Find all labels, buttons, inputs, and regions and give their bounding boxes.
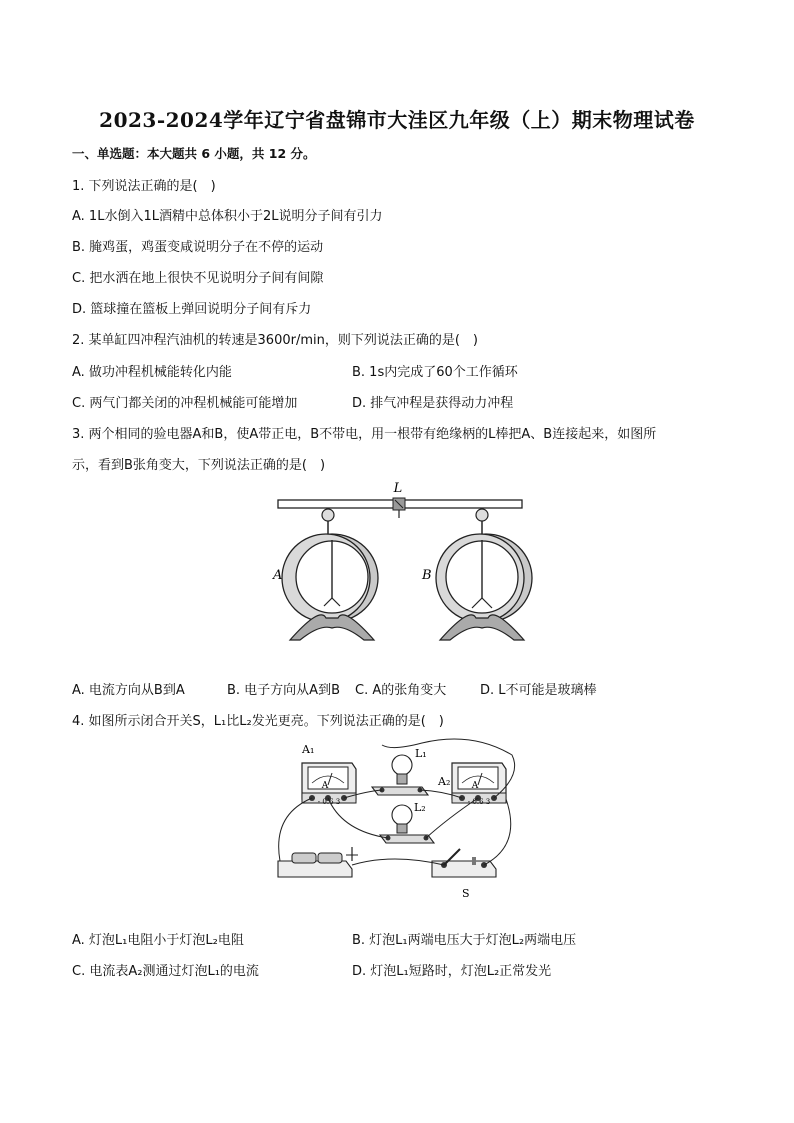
q1-option-a: A. 1L水倒入1L酒精中总体积小于2L说明分子间有引力 xyxy=(72,209,383,224)
label-a1: A₁ xyxy=(302,743,315,756)
label-b: B xyxy=(422,568,432,583)
q1-option-c: C. 把水洒在地上很快不见说明分子间有间隙 xyxy=(72,271,324,286)
q4-option-b: B. 灯泡L₁两端电压大于灯泡L₂两端电压 xyxy=(352,933,577,948)
q2-option-b: B. 1s内完成了60个工作循环 xyxy=(352,365,518,380)
q3-option-b: B. 电子方向从A到B xyxy=(227,683,340,698)
q2-option-c: C. 两气门都关闭的冲程机械能可能增加 xyxy=(72,396,298,411)
label-a2: A₂ xyxy=(438,775,451,788)
q1-option-b: B. 腌鸡蛋，鸡蛋变咸说明分子在不停的运动 xyxy=(72,240,324,255)
exam-title: 2023-2024学年辽宁省盘锦市大洼区九年级（上）期末物理试卷 xyxy=(99,108,695,132)
a2-meter-symbol: A xyxy=(471,781,479,791)
battery-box xyxy=(278,847,358,877)
q4-option-c: C. 电流表A₂测通过灯泡L₁的电流 xyxy=(72,964,259,979)
label-s: S xyxy=(462,887,470,900)
a1-terminals: - 0.6 3 xyxy=(317,798,341,806)
section-heading: 一、单选题：本大题共 6 小题，共 12 分。 xyxy=(72,146,316,161)
circuit-figure xyxy=(272,735,528,905)
q3-option-a: A. 电流方向从B到A xyxy=(72,683,185,698)
electroscope-figure xyxy=(260,478,540,653)
q1-stem: 1. 下列说法正确的是( ) xyxy=(72,179,216,194)
label-a: A xyxy=(273,568,283,583)
q2-option-a: A. 做功冲程机械能转化内能 xyxy=(72,365,232,380)
a2-terminals: - 0.6 3 xyxy=(467,798,491,806)
electroscope-a xyxy=(282,509,378,640)
q4-option-d: D. 灯泡L₁短路时，灯泡L₂正常发光 xyxy=(352,964,552,979)
bulb-l2 xyxy=(380,805,434,843)
q4-stem: 4. 如图所示闭合开关S，L₁比L₂发光更亮。下列说法正确的是( ) xyxy=(72,714,444,729)
electroscope-b xyxy=(436,509,532,640)
q3-option-d: D. L不可能是玻璃棒 xyxy=(480,683,597,698)
q1-option-d: D. 篮球撞在篮板上弹回说明分子间有斥力 xyxy=(72,302,312,317)
q3-option-c: C. A的张角变大 xyxy=(355,683,447,698)
switch-s xyxy=(432,849,496,877)
q2-stem: 2. 某单缸四冲程汽油机的转速是3600r/min，则下列说法正确的是( ) xyxy=(72,333,479,348)
a1-meter-symbol: A xyxy=(321,781,329,791)
label-l1: L₁ xyxy=(415,747,427,760)
bulb-l1 xyxy=(372,755,428,795)
label-l2: L₂ xyxy=(414,801,426,814)
q3-stem-line2: 示，看到B张角变大，下列说法正确的是( ) xyxy=(72,458,326,473)
rod-label: L xyxy=(393,481,403,496)
q2-option-d: D. 排气冲程是获得动力冲程 xyxy=(352,396,514,411)
q3-stem-line1: 3. 两个相同的验电器A和B，使A带正电，B不带电，用一根带有绝缘柄的L棒把A、B连接起来，如图所 xyxy=(72,427,657,442)
q4-option-a: A. 灯泡L₁电阻小于灯泡L₂电阻 xyxy=(72,933,244,948)
